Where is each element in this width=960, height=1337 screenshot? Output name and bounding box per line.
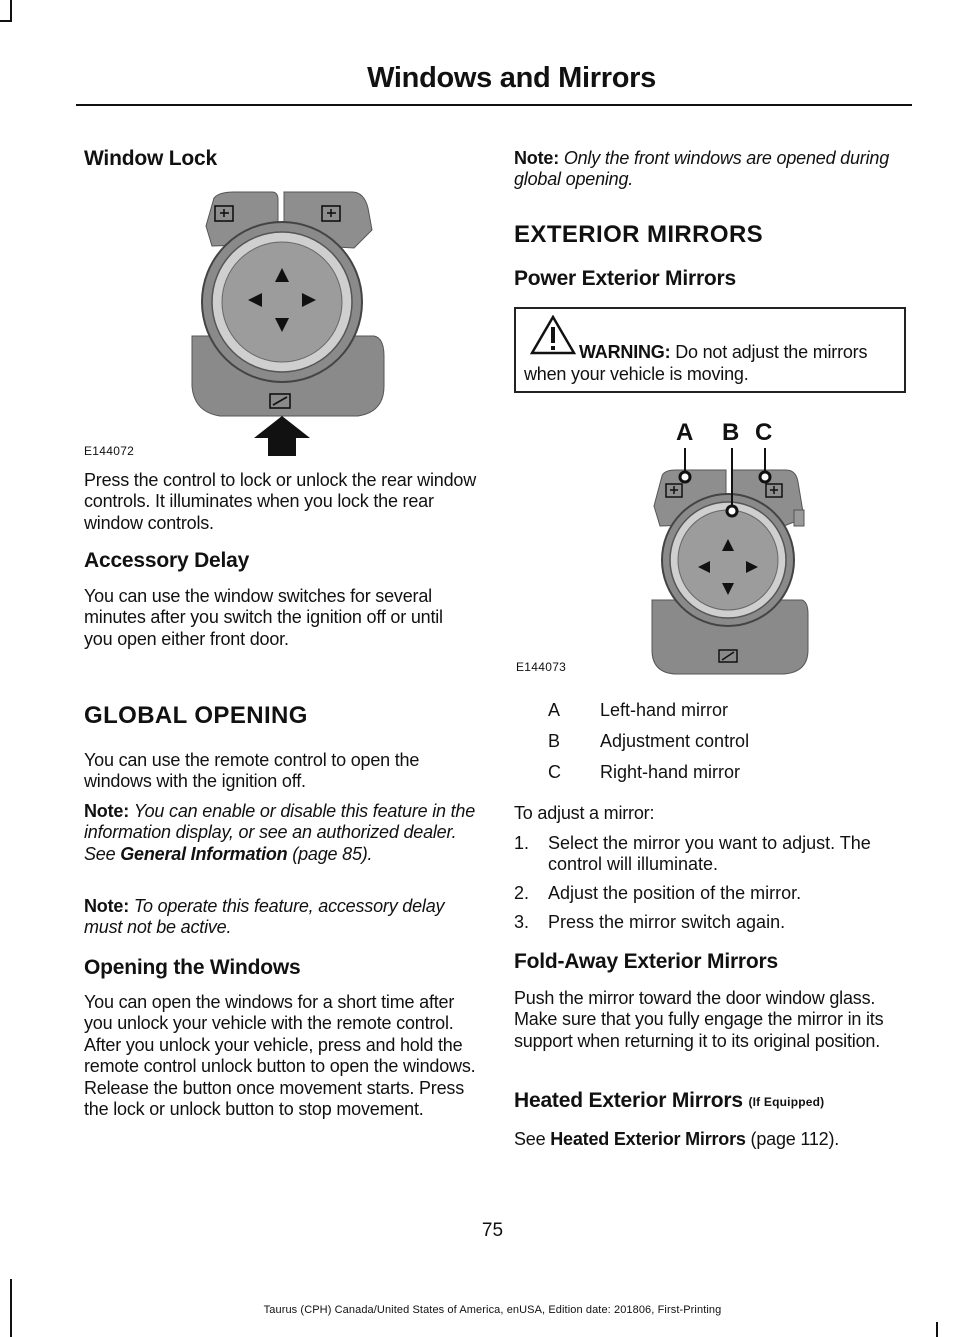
window-switch-control	[192, 192, 384, 416]
arrow-up-icon	[254, 416, 310, 456]
note-accessory-delay	[84, 896, 464, 939]
step-text: Adjust the position of the mirror.	[548, 883, 802, 903]
window-lock-body: Press the control to lock or unlock the rear window controls. It illuminates when you lock the rear window controls.	[84, 470, 476, 533]
note-label: Note:	[514, 148, 559, 168]
adjust-intro: To adjust a mirror:	[514, 803, 655, 823]
step-text: Press the mirror switch again.	[548, 912, 786, 932]
warning-text	[524, 341, 894, 385]
title-rule	[76, 104, 912, 106]
list-item	[514, 883, 908, 904]
heated-heading-text: Heated Exterior Mirrors	[514, 1089, 743, 1112]
warning-message: Do not adjust the mirrors when your vehicle is moving.	[524, 342, 868, 384]
step-number: 3.	[514, 912, 530, 932]
window-lock-figure	[84, 186, 476, 456]
figure-id: E144072	[84, 444, 135, 458]
list-item	[514, 833, 908, 876]
warning-box	[514, 307, 906, 393]
callout-labels	[676, 419, 772, 446]
step-text: Select the mirror you want to adjust. The control will illuminate.	[548, 833, 871, 875]
opening-windows-body: You can open the windows for a short time after you unlock your vehicle with the remote control. After you unlock your vehicle, press and hold the remote control unlock button to open the windows. Release the button once movement starts. Press the lock or unlock button to stop movement.	[84, 992, 476, 1120]
callout-b: B	[722, 419, 740, 446]
list-item	[514, 912, 908, 933]
power-mirrors-heading: Power Exterior Mirrors	[514, 267, 737, 290]
exterior-mirrors-heading: EXTERIOR MIRRORS	[514, 221, 764, 248]
callout-c: C	[755, 419, 773, 446]
step-number: 2.	[514, 883, 530, 903]
mirror-switch-control	[652, 470, 808, 674]
legend-item	[548, 700, 728, 721]
window-lock-heading: Window Lock	[84, 147, 217, 170]
if-equipped-label: (If Equipped)	[748, 1095, 825, 1109]
crop-mark	[936, 1322, 938, 1337]
note-text: You can enable or disable this feature in the information display, or see an authorized dealer. See	[84, 801, 476, 864]
figure-id: E144073	[516, 660, 567, 674]
note-front-windows	[514, 148, 908, 191]
note-text: Only the front windows are opened during global opening.	[514, 148, 890, 190]
footer-edition-info: Taurus (CPH) Canada/United States of America, enUSA, Edition date: 201806, First-Printing	[263, 1304, 722, 1316]
see-text: See	[514, 1129, 546, 1149]
accessory-delay-body: You can use the window switches for several minutes after you switch the ignition off or until you open either front door.	[84, 586, 443, 649]
crop-mark	[10, 0, 12, 22]
note-text: To operate this feature, accessory delay must not be active.	[84, 896, 445, 938]
global-opening-body: You can use the remote control to open the windows with the ignition off.	[84, 750, 420, 792]
legend-letter: B	[548, 731, 561, 751]
legend-item	[548, 731, 749, 752]
heated-mirrors-heading	[514, 1089, 824, 1113]
legend-item	[548, 762, 740, 783]
page-number: 75	[481, 1220, 504, 1241]
warning-label: WARNING:	[579, 342, 671, 362]
cross-reference-link[interactable]: Heated Exterior Mirrors	[550, 1129, 746, 1149]
global-opening-heading: GLOBAL OPENING	[84, 702, 308, 729]
callout-a: A	[676, 419, 694, 446]
page-reference: (page 112).	[750, 1129, 840, 1149]
legend-letter: C	[548, 762, 561, 782]
opening-windows-heading: Opening the Windows	[84, 956, 301, 979]
note-label: Note:	[84, 896, 129, 916]
page-reference: (page 85).	[292, 843, 373, 864]
note-global-info	[84, 801, 476, 865]
legend-letter: A	[548, 700, 561, 720]
fold-away-heading: Fold-Away Exterior Mirrors	[514, 950, 778, 973]
fold-away-body: Push the mirror toward the door window glass. Make sure that you fully engage the mirror in its support when returning it to its original position.	[514, 988, 884, 1051]
page-title: Windows and Mirrors	[367, 62, 656, 94]
legend-text: Right-hand mirror	[600, 762, 741, 782]
heated-mirrors-reference	[514, 1129, 839, 1150]
step-number: 1.	[514, 833, 530, 853]
mirror-control-figure	[514, 414, 908, 678]
accessory-delay-heading: Accessory Delay	[84, 549, 250, 572]
crop-mark	[0, 20, 12, 22]
legend-text: Left-hand mirror	[600, 700, 729, 720]
legend-text: Adjustment control	[600, 731, 750, 751]
cross-reference-link[interactable]: General Information	[120, 843, 288, 864]
note-label: Note:	[84, 801, 129, 821]
